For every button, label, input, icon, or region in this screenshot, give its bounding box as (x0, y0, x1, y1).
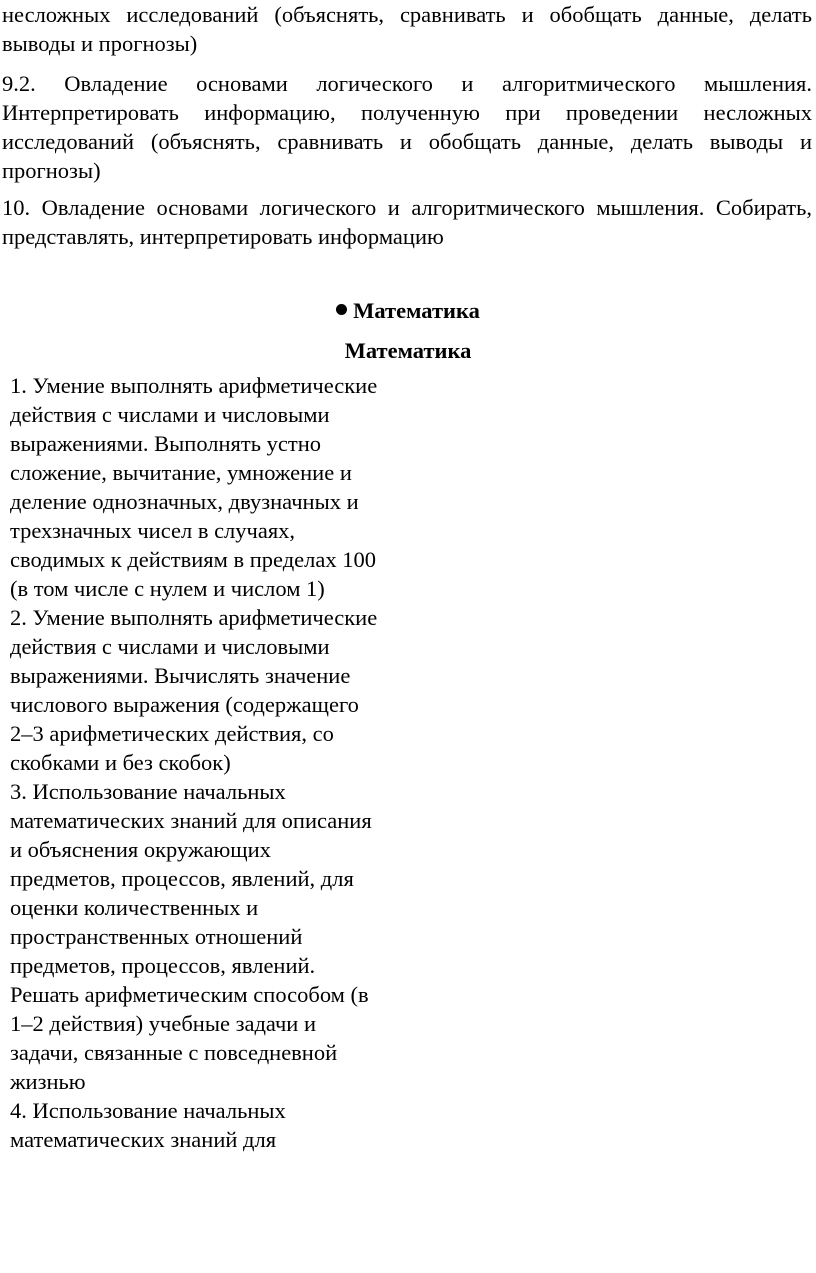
section-heading-bulleted (0, 296, 816, 325)
requirements-column (10, 371, 382, 1154)
list-item: 3. Использование начальных математических знаний для описания и объяснения окружающих предметов, процессов, явлений, для оценки количественных и пространственных отношений предметов, процессов, явлений. Решать арифметическим способом (в 1–2 действия) учебные задачи и задачи, связанные с повседневной жизнью (10, 779, 372, 1094)
list-item: 1. Умение выполнять арифметические действия с числами и числовыми выражениями. Выполнять устно сложение, вычитание, умножение и деление однозначных, двузначных и трехзначных чисел в случаях, сводимых к действиям в пределах 100 (в том числе с нулем и числом 1) (10, 373, 378, 601)
paragraph-continuation: несложных исследований (объяснять, сравнивать и обобщать данные, делать выводы и прогнозы) (2, 2, 812, 56)
paragraph-10: 10. Овладение основами логического и алгоритмического мышления. Собирать, представлять, интерпретировать информацию (2, 195, 812, 249)
bullet-icon (336, 304, 347, 315)
paragraph-9-2: 9.2. Овладение основами логического и алгоритмического мышления. Интерпретировать информацию, полученную при проведении несложных исследований (объяснять, сравнивать и обобщать данные, делать выводы и прогнозы) (2, 71, 812, 183)
section-heading-label: Математика (353, 298, 480, 323)
list-item: 4. Использование начальных математических знаний для (10, 1098, 286, 1152)
list-item: 2. Умение выполнять арифметические действия с числами и числовыми выражениями. Вычислять значение числового выражения (содержащего 2–3 арифметических действия, со скобками и без скобок) (10, 605, 378, 775)
table-heading: Математика (344, 338, 472, 363)
